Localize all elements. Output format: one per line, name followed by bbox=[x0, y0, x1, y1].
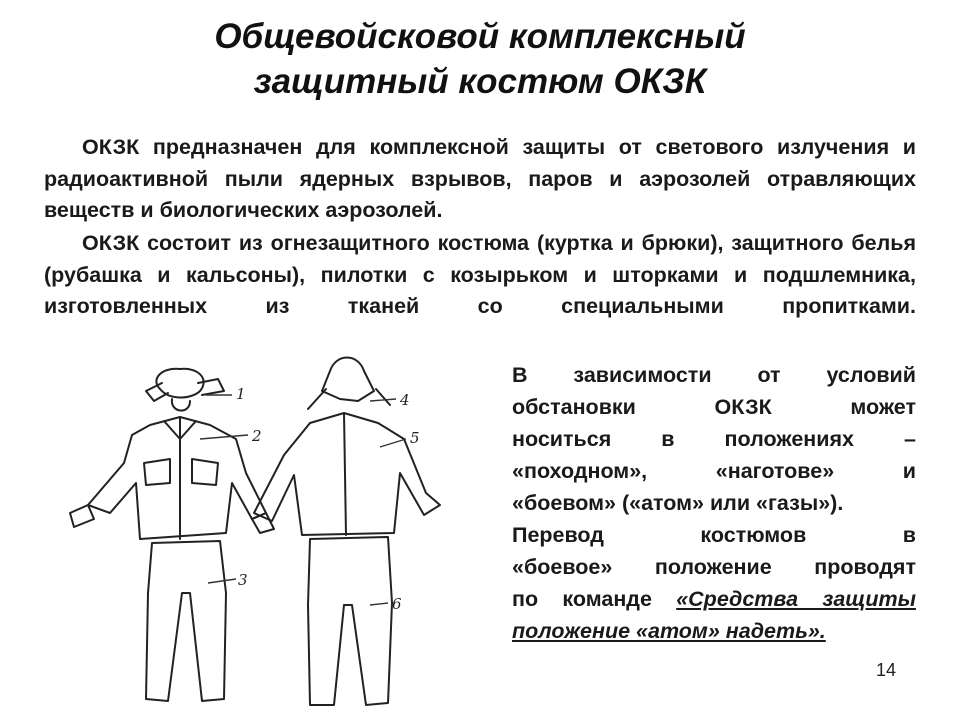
positions-text bbox=[512, 359, 916, 647]
callout-6: 6 bbox=[392, 595, 402, 613]
text-line-9 bbox=[512, 615, 916, 647]
text-line-4: «походном», «наготове» и bbox=[512, 459, 916, 483]
cap-flap-left bbox=[146, 383, 168, 401]
cap-front bbox=[156, 369, 203, 398]
suit-drawing bbox=[40, 343, 516, 715]
command-prefix: по команде bbox=[512, 587, 677, 611]
glove-left bbox=[70, 505, 94, 527]
callout-2: 2 bbox=[252, 427, 262, 445]
callout-line-5 bbox=[380, 439, 406, 447]
text-line-3: носиться в положениях – bbox=[512, 427, 916, 451]
callout-line-2 bbox=[200, 435, 248, 439]
slide-title bbox=[0, 14, 960, 104]
text-line-8 bbox=[512, 583, 916, 615]
callout-line-4 bbox=[370, 399, 396, 401]
callout-3: 3 bbox=[238, 571, 248, 589]
trousers-front bbox=[146, 541, 226, 701]
callout-line-6 bbox=[370, 603, 388, 605]
suit-illustration bbox=[40, 343, 516, 715]
title-line-1: Общевойсковой комплексный bbox=[214, 17, 746, 56]
pocket-right bbox=[192, 459, 218, 485]
page-number: 14 bbox=[876, 660, 897, 680]
command-text-part2: положение «атом» надеть». bbox=[512, 619, 826, 643]
paragraph-composition: ОКЗК состоит из огнезащитного костюма (куртка и брюки), защитного белья (рубашка и кальсоны), пилотки с козырьком и шторками и подшлемника, изготовленных из тканей со специальными пропитками. bbox=[44, 231, 916, 318]
title-line-2: защитный костюм ОКЗК bbox=[253, 62, 707, 101]
callout-1: 1 bbox=[236, 385, 246, 403]
callout-4: 4 bbox=[400, 391, 410, 409]
command-text-part1: «Средства защиты bbox=[676, 587, 916, 611]
shirt-seam bbox=[344, 413, 346, 535]
hood-back bbox=[322, 358, 374, 402]
paragraph-purpose: ОКЗК предназначен для комплексной защиты от светового излучения и радиоактивной пыли ядерных взрывов, паров и аэрозолей отравляющих веществ и биологических аэрозолей. bbox=[44, 135, 916, 222]
text-line-6: Перевод костюмов в bbox=[512, 523, 916, 547]
head-front bbox=[172, 399, 190, 411]
text-line-1: В зависимости от условий bbox=[512, 363, 916, 387]
trousers-back bbox=[308, 537, 392, 705]
pocket-left bbox=[144, 459, 170, 485]
text-line-5: «боевом» («атом» или «газы»). bbox=[512, 491, 844, 515]
callout-line-3 bbox=[208, 579, 236, 583]
text-line-2: обстановки ОКЗК может bbox=[512, 395, 916, 419]
text-line-7: «боевое» положение проводят bbox=[512, 555, 916, 579]
callout-5: 5 bbox=[410, 429, 420, 447]
